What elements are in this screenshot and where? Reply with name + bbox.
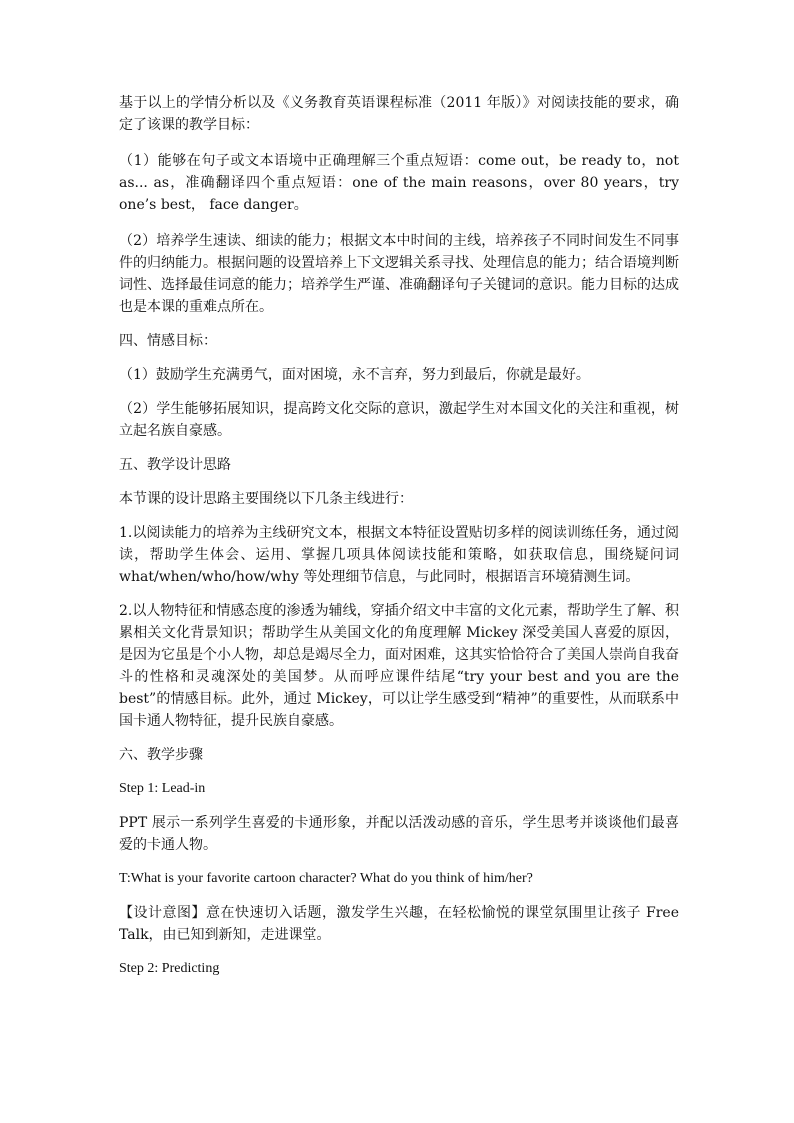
step-1-ppt: PPT 展示一系列学生喜爱的卡通形象，并配以活泼动感的音乐，学生思考并谈谈他们最喜爱的卡通人物。 bbox=[119, 815, 679, 853]
section-heading-design-ideas: 五、教学设计思路 bbox=[119, 457, 231, 473]
document-page bbox=[119, 92, 679, 980]
ability-goal-2: （2）培养学生速读、细读的能力；根据文本中时间的主线，培养孩子不同时间发生不同事件的归纳能力。根据问题的设置培养上下文逻辑关系寻找、处理信息的能力；结合语境判断词性、选择最佳词意的能力；培养学生严谨、准确翻译句子关键词的意识。能力目标的达成也是本课的重难点所在。 bbox=[119, 233, 679, 315]
step-2-title: Step 2: Predicting bbox=[119, 961, 220, 976]
emotion-goal-1: （1）鼓励学生充满勇气，面对困境，永不言弃，努力到最后，你就是最好。 bbox=[119, 367, 590, 383]
design-mainline-2: 2.以人物特征和情感态度的渗透为辅线，穿插介绍文中丰富的文化元素，帮助学生了解、积累相关文化背景知识；帮助学生从美国文化的角度理解 Mickey 深受美国人喜爱的原因，是因为它虽是个小人物，却总是竭尽全力，面对困难，这其实恰恰符合了美国人崇尚自我奋斗的性格和灵魂深处的美国梦。从而呼应课件结尾“try your best and you are the best”的情感目标。此外，通过 Mickey，可以让学生感受到“精神”的重要性，从而联系中国卡通人物特征，提升民族自豪感。 bbox=[119, 603, 679, 729]
design-mainline-1: 1.以阅读能力的培养为主线研究文本，根据文本特征设置贴切多样的阅读训练任务，通过阅读，帮助学生体会、运用、掌握几项具体阅读技能和策略，如获取信息，围绕疑问词 what/when/who/how/why 等处理细节信息，与此同时，根据语言环境猜测生词。 bbox=[119, 525, 679, 585]
section-heading-teaching-steps: 六、教学步骤 bbox=[119, 747, 203, 763]
emotion-goal-2: （2）学生能够拓展知识，提高跨文化交际的意识，激起学生对本国文化的关注和重视，树立起名族自豪感。 bbox=[119, 401, 679, 439]
step-1-teacher-question: T:What is your favorite cartoon character? What do you think of him/her? bbox=[119, 871, 533, 886]
intro-paragraph: 基于以上的学情分析以及《义务教育英语课程标准（2011 年版）》对阅读技能的要求，确定了该课的教学目标： bbox=[119, 95, 679, 133]
step-1-design-intent: 【设计意图】意在快速切入话题，激发学生兴趣，在轻松愉悦的课堂氛围里让孩子 Free Talk，由已知到新知，走进课堂。 bbox=[119, 905, 679, 943]
section-heading-emotion-goals: 四、情感目标： bbox=[119, 333, 217, 349]
knowledge-goal-1: （1）能够在句子或文本语境中正确理解三个重点短语：come out，be ready to，not as... as，准确翻译四个重点短语：one of the main reasons，over 80 years，try one’s best， face danger。 bbox=[119, 153, 679, 213]
step-1-title: Step 1: Lead-in bbox=[119, 781, 206, 796]
design-intro: 本节课的设计思路主要围绕以下几条主线进行： bbox=[119, 491, 413, 507]
